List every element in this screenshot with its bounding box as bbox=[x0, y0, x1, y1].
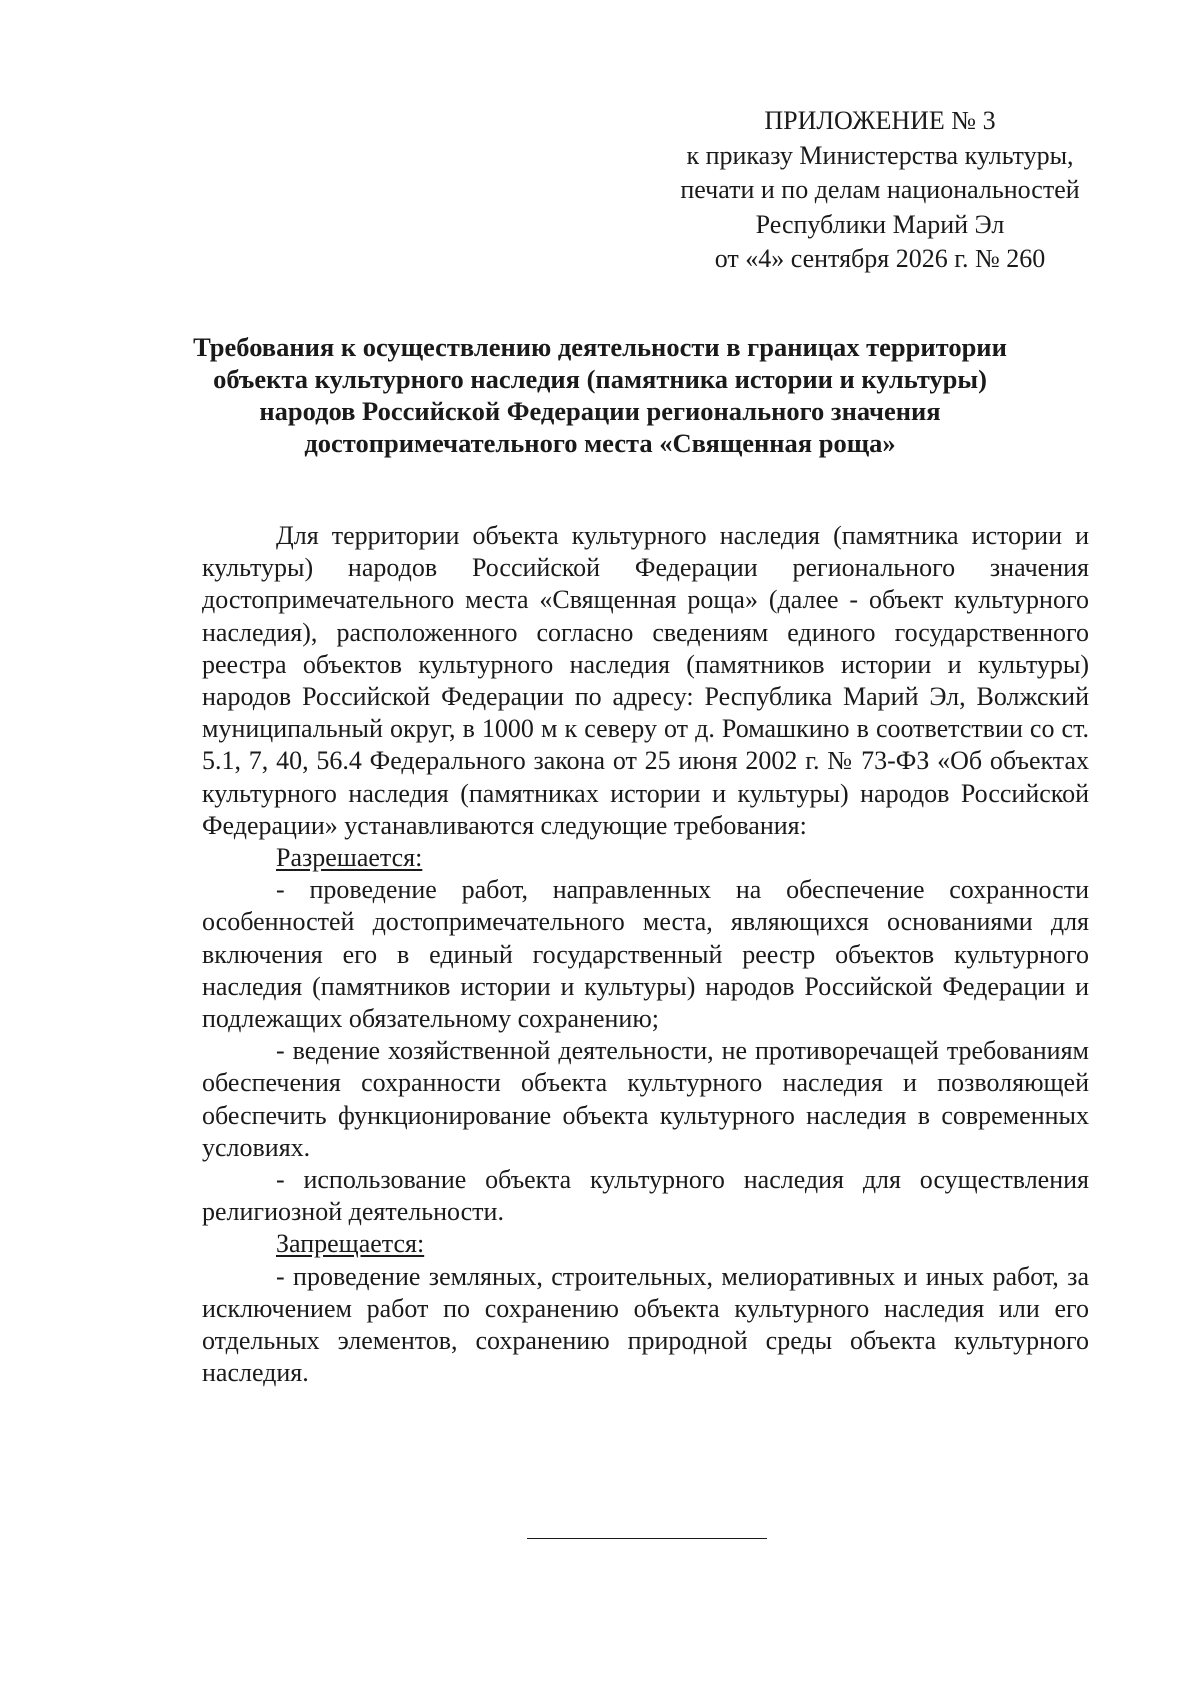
order-reference: к приказу Министерства культуры, bbox=[686, 140, 1074, 170]
allowed-item: - использование объекта культурного наследия для осуществления религиозной деятельности. bbox=[202, 1165, 1089, 1227]
allowed-item: - ведение хозяйственной деятельности, не противоречащей требованиям обеспечения сохранности объекта культурного наследия и позволяющей обеспечить функционирование объекта культурного наследия в современных условиях. bbox=[202, 1036, 1089, 1162]
allowed-item: - проведение работ, направленных на обеспечение сохранности особенностей достопримечательного места, являющихся основаниями для включения его в единый государственный реестр объектов культурного наследия (памятников истории и культуры) народов Российской Федерации и подлежащих обязательному сохранению; bbox=[202, 875, 1089, 1034]
intro-paragraph: Для территории объекта культурного наследия (памятника истории и культуры) народов Российской Федерации регионального значения достопримечательного места «Священная роща» (далее - объект культурного наследия), расположенного согласно сведениям единого государственного реестра объектов культурного наследия (памятников истории и культуры) народов Российской Федерации по адресу: Республика Марий Эл, Волжский муниципальный округ, в 1000 м к северу от д. Ромашкино в соответствии со ст. 5.1, 7, 40, 56.4 Федерального закона от 25 июня 2002 г. № 73-ФЗ «Об объектах культурного наследия (памятниках истории и культуры) народов Российской Федерации» устанавливаются следующие требования: bbox=[202, 521, 1089, 840]
allowed-label-text: Разрешается: bbox=[276, 843, 423, 873]
ministry-name: печати и по делам национальностей bbox=[680, 175, 1080, 204]
title-line: достопримечательного места «Священная роща» bbox=[304, 428, 896, 458]
title-line: Требования к осуществлению деятельности в границах территории bbox=[193, 332, 1007, 362]
document-body bbox=[202, 520, 1089, 1389]
appendix-number: ПРИЛОЖЕНИЕ № 3 bbox=[764, 106, 996, 135]
prohibited-item: - проведение земляных, строительных, мелиоративных и иных работ, за исключением работ по сохранению объекта культурного наследия или его отдельных элементов, сохранению природной среды объекта культурного наследия. bbox=[202, 1261, 1089, 1388]
republic-name: Республики Марий Эл bbox=[755, 209, 1005, 239]
prohibited-section-label bbox=[202, 1228, 1089, 1260]
approval-block bbox=[660, 104, 1100, 277]
title-line: народов Российской Федерации регионального значения bbox=[259, 396, 941, 426]
order-date: от «4» сентября 2026 г. № 260 bbox=[714, 244, 1046, 273]
allowed-section-label bbox=[202, 842, 1089, 874]
title-line: объекта культурного наследия (памятника истории и культуры) bbox=[213, 364, 987, 394]
prohibited-label-text: Запрещается: bbox=[276, 1229, 425, 1259]
document-title bbox=[190, 331, 1010, 459]
end-of-document-rule bbox=[527, 1538, 767, 1539]
